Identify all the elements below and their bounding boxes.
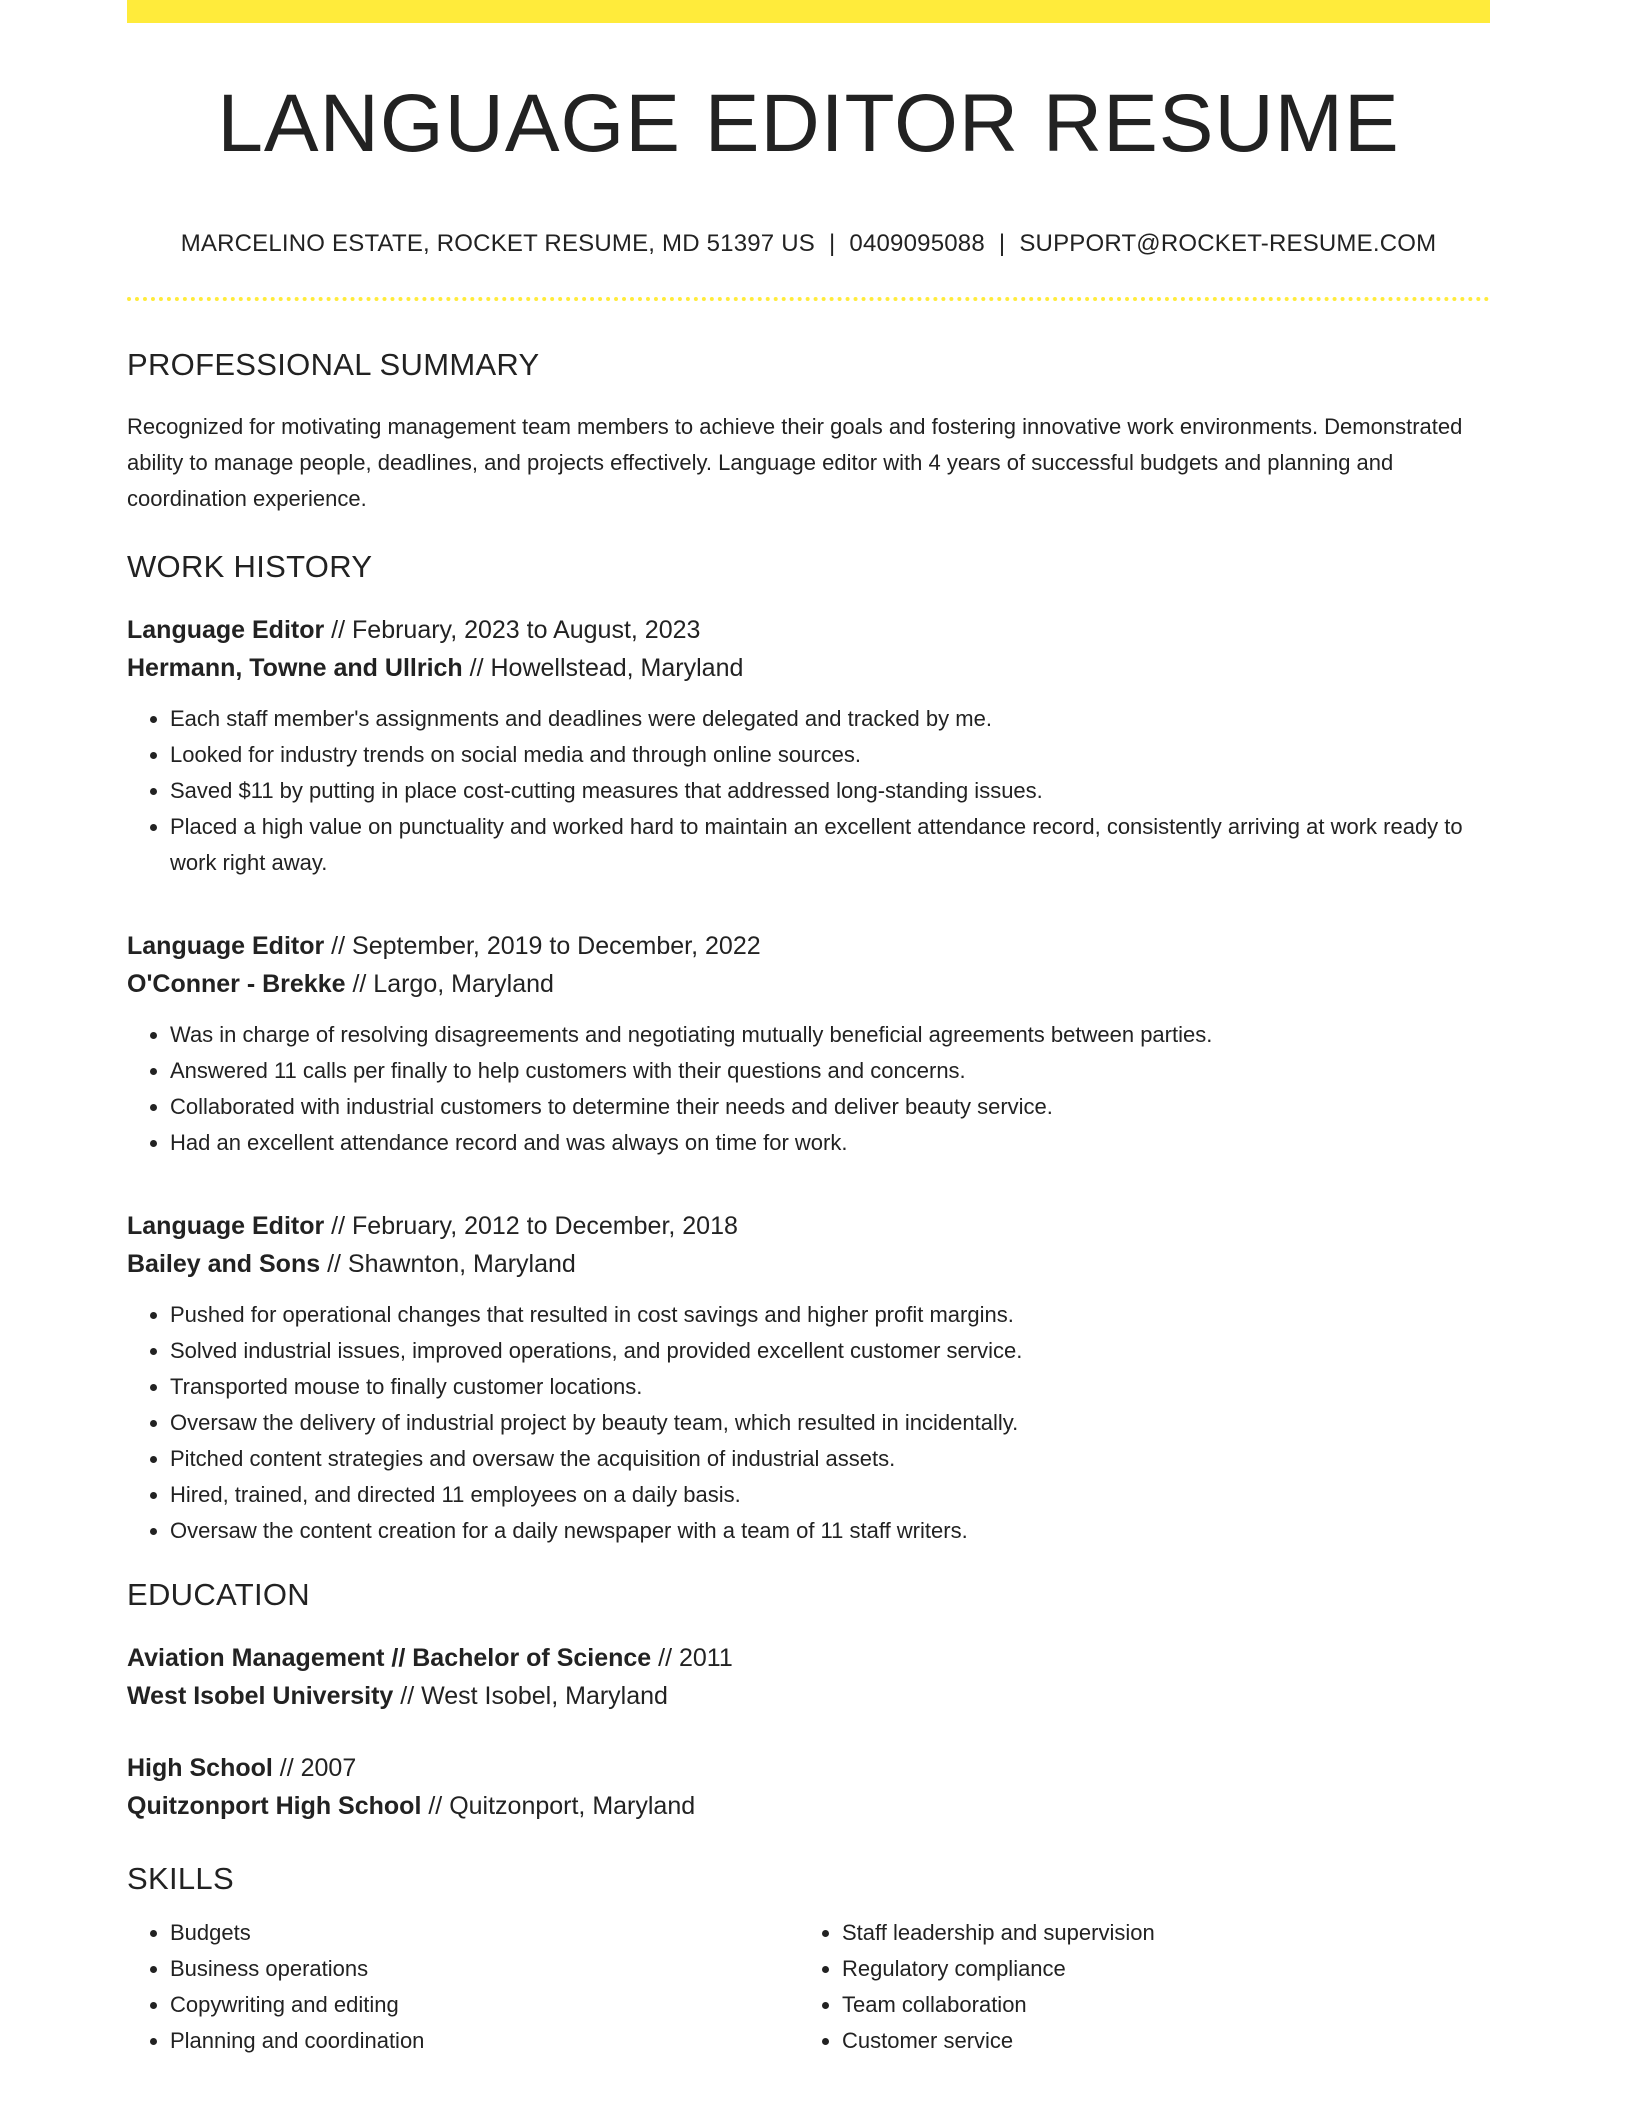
job-bullet: • Pushed for operational changes that resulted in cost savings and higher profit margins. xyxy=(170,1297,1490,1333)
skill-item: • Planning and coordination xyxy=(170,2023,799,2059)
job-dates: // February, 2023 to August, 2023 xyxy=(324,616,701,644)
job-company-line xyxy=(127,649,1490,687)
skill-item: • Copywriting and editing xyxy=(170,1987,799,2023)
contact-line xyxy=(127,230,1490,258)
job-entry xyxy=(127,927,1490,1161)
job-company: Hermann, Towne and Ullrich xyxy=(127,654,463,682)
job-bullet: • Was in charge of resolving disagreements and negotiating mutually beneficial agreements between parties. xyxy=(170,1017,1490,1053)
job-title: Language Editor xyxy=(127,932,325,960)
job-dates: // September, 2019 to December, 2022 xyxy=(324,932,761,960)
job-bullet: • Solved industrial issues, improved operations, and provided excellent customer service. xyxy=(170,1333,1490,1369)
job-bullet: • Hired, trained, and directed 11 employees on a daily basis. xyxy=(170,1477,1490,1513)
accent-bar xyxy=(127,0,1490,23)
contact-separator: | xyxy=(828,230,836,257)
job-bullet: • Answered 11 calls per finally to help customers with their questions and concerns. xyxy=(170,1053,1490,1089)
job-entry xyxy=(127,611,1490,881)
education-location: // Quitzonport, Maryland xyxy=(421,1792,696,1820)
skill-item: • Staff leadership and supervision xyxy=(842,1915,1471,1951)
job-bullets xyxy=(127,1017,1490,1161)
education-location: // West Isobel, Maryland xyxy=(393,1682,668,1710)
dotted-divider xyxy=(127,297,1490,301)
education-entry xyxy=(127,1639,1490,1715)
job-bullet: • Looked for industry trends on social media and through online sources. xyxy=(170,737,1490,773)
job-bullet: • Collaborated with industrial customers to determine their needs and deliver beauty service. xyxy=(170,1089,1490,1125)
job-location: // Largo, Maryland xyxy=(345,970,554,998)
contact-phone: 0409095088 xyxy=(849,230,985,257)
education-year: // 2011 xyxy=(651,1644,733,1672)
summary-heading: PROFESSIONAL SUMMARY xyxy=(127,347,540,382)
job-dates: // February, 2012 to December, 2018 xyxy=(324,1212,738,1240)
skill-item: • Regulatory compliance xyxy=(842,1951,1471,1987)
skills-list xyxy=(799,1915,1471,2059)
job-bullet: • Oversaw the delivery of industrial project by beauty team, which resulted in incidentally. xyxy=(170,1405,1490,1441)
job-bullet: • Transported mouse to finally customer locations. xyxy=(170,1369,1490,1405)
job-title-line xyxy=(127,927,1490,965)
job-location: // Shawnton, Maryland xyxy=(320,1250,576,1278)
skill-item: • Business operations xyxy=(170,1951,799,1987)
education-school: West Isobel University xyxy=(127,1682,394,1710)
resume-page xyxy=(127,0,1490,2059)
contact-email: SUPPORT@ROCKET-RESUME.COM xyxy=(1019,230,1437,257)
job-company-line xyxy=(127,1245,1490,1283)
education-school-line xyxy=(127,1677,1490,1715)
job-bullets xyxy=(127,1297,1490,1549)
skills-grid xyxy=(127,1915,1490,2059)
summary-text: Recognized for motivating management team members to achieve their goals and fostering innovative work environments. Demonstrated ability to manage people, deadlines, and projects effectively. Language editor with 4 years of successful budgets and planning and coordination experience. xyxy=(127,414,1463,511)
education-degree-line xyxy=(127,1749,1490,1787)
contact-separator: | xyxy=(998,230,1006,257)
work-history-heading: WORK HISTORY xyxy=(127,549,373,584)
job-bullet: • Had an excellent attendance record and was always on time for work. xyxy=(170,1125,1490,1161)
skills-heading: SKILLS xyxy=(127,1861,234,1896)
job-bullets xyxy=(127,701,1490,881)
education-heading: EDUCATION xyxy=(127,1577,310,1612)
education-school: Quitzonport High School xyxy=(127,1792,422,1820)
job-title: Language Editor xyxy=(127,1212,325,1240)
job-title-line xyxy=(127,611,1490,649)
job-company-line xyxy=(127,965,1490,1003)
job-bullet: • Saved $11 by putting in place cost-cutting measures that addressed long-standing issues. xyxy=(170,773,1490,809)
skill-item: • Customer service xyxy=(842,2023,1471,2059)
contact-address: MARCELINO ESTATE, ROCKET RESUME, MD 51397 US xyxy=(180,230,815,257)
job-bullet: • Pitched content strategies and oversaw the acquisition of industrial assets. xyxy=(170,1441,1490,1477)
job-entry xyxy=(127,1207,1490,1549)
skill-item: • Team collaboration xyxy=(842,1987,1471,2023)
resume-title: LANGUAGE EDITOR RESUME xyxy=(217,78,1400,169)
job-company: Bailey and Sons xyxy=(127,1250,321,1278)
education-degree: High School xyxy=(127,1754,273,1782)
education-entry xyxy=(127,1749,1490,1825)
skill-item: • Budgets xyxy=(170,1915,799,1951)
job-location: // Howellstead, Maryland xyxy=(462,654,744,682)
education-degree-line xyxy=(127,1639,1490,1677)
education-degree: Aviation Management // Bachelor of Science xyxy=(127,1644,652,1672)
job-title-line xyxy=(127,1207,1490,1245)
job-company: O'Conner - Brekke xyxy=(127,970,346,998)
education-year: // 2007 xyxy=(272,1754,357,1782)
job-title: Language Editor xyxy=(127,616,325,644)
job-bullet: • Oversaw the content creation for a daily newspaper with a team of 11 staff writers. xyxy=(170,1513,1490,1549)
skills-column-right xyxy=(799,1915,1471,2059)
job-bullet: • Placed a high value on punctuality and worked hard to maintain an excellent attendance record, consistently arriving at work ready to work right away. xyxy=(170,809,1490,881)
education-school-line xyxy=(127,1787,1490,1825)
skills-list xyxy=(127,1915,799,2059)
skills-column-left xyxy=(127,1915,799,2059)
job-bullet: • Each staff member's assignments and deadlines were delegated and tracked by me. xyxy=(170,701,1490,737)
